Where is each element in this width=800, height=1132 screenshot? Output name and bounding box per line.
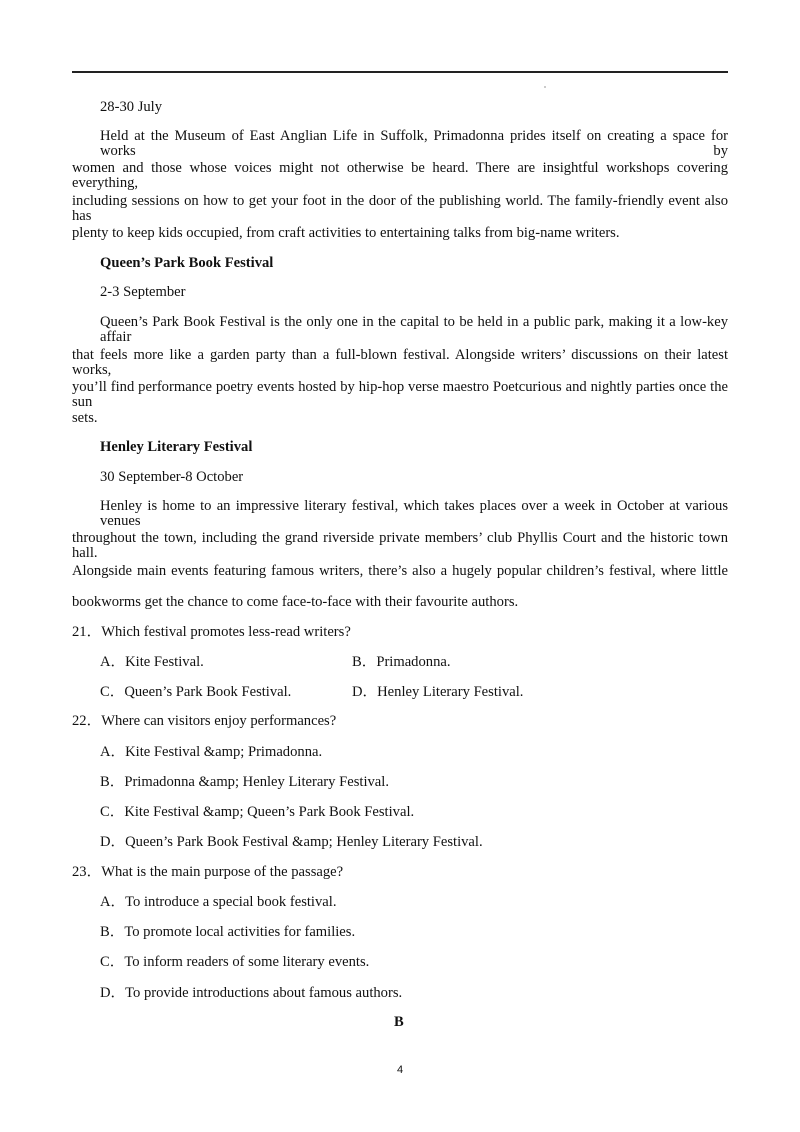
- answer-option: B．Primadonna &amp; Henley Literary Festival.: [100, 774, 389, 790]
- paragraph-line: throughout the town, including the grand riverside private members’ club Phyllis Court and the historic town hall.: [72, 530, 728, 561]
- festival-date: 2-3 September: [100, 284, 186, 300]
- paragraph-line: women and those whose voices might not otherwise be heard. There are insightful workshops covering everything,: [72, 160, 728, 191]
- paragraph-line: that feels more like a garden party than a full-blown festival. Alongside writers’ discussions on their latest works,: [72, 347, 728, 378]
- primadonna-date: 28-30 July: [100, 99, 163, 115]
- answer-option: B．To promote local activities for families.: [100, 924, 356, 940]
- page-number: 4: [396, 1064, 404, 1076]
- paragraph-line: you’ll find performance poetry events hosted by hip-hop verse maestro Poetcurious and nightly parties once the sun: [72, 379, 728, 410]
- header-rule: [72, 71, 728, 73]
- answer-option: D．To provide introductions about famous authors.: [100, 985, 403, 1001]
- answer-option: D．Henley Literary Festival.: [352, 684, 524, 700]
- section-label: B: [394, 1014, 404, 1030]
- paragraph-line: sets.: [72, 410, 98, 426]
- question-stem: 21．Which festival promotes less-read writers?: [72, 624, 351, 640]
- paragraph-line: Alongside main events featuring famous writers, there’s also a hugely popular children’s festival, where little: [72, 563, 728, 579]
- paragraph-line: including sessions on how to get your foot in the door of the publishing world. The family-friendly event also has: [72, 193, 728, 224]
- festival-heading: Henley Literary Festival: [100, 439, 253, 455]
- answer-option: A．Kite Festival &amp; Primadonna.: [100, 744, 323, 760]
- answer-option: A．Kite Festival.: [100, 654, 204, 670]
- paragraph-line: bookworms get the chance to come face-to-face with their favourite authors.: [72, 594, 519, 610]
- answer-option: B．Primadonna.: [352, 654, 451, 670]
- answer-option: C．To inform readers of some literary events.: [100, 954, 370, 970]
- scan-speck: [544, 86, 546, 88]
- paragraph-line: Queen’s Park Book Festival is the only one in the capital to be held in a public park, making it a low-key affair: [100, 314, 728, 345]
- question-stem: 22．Where can visitors enjoy performances?: [72, 713, 337, 729]
- paragraph-line: plenty to keep kids occupied, from craft activities to entertaining talks from big-name writers.: [72, 225, 620, 241]
- question-stem: 23．What is the main purpose of the passage?: [72, 864, 344, 880]
- paragraph-line: Held at the Museum of East Anglian Life in Suffolk, Primadonna prides itself on creating a space for works by: [100, 128, 728, 159]
- answer-option: A．To introduce a special book festival.: [100, 894, 337, 910]
- festival-heading: Queen’s Park Book Festival: [100, 255, 274, 271]
- answer-option: C．Queen’s Park Book Festival.: [100, 684, 292, 700]
- paragraph-line: Henley is home to an impressive literary festival, which takes places over a week in October at various venues: [100, 498, 728, 529]
- festival-date: 30 September-8 October: [100, 469, 244, 485]
- answer-option: D．Queen’s Park Book Festival &amp; Henley Literary Festival.: [100, 834, 483, 850]
- answer-option: C．Kite Festival &amp; Queen’s Park Book Festival.: [100, 804, 415, 820]
